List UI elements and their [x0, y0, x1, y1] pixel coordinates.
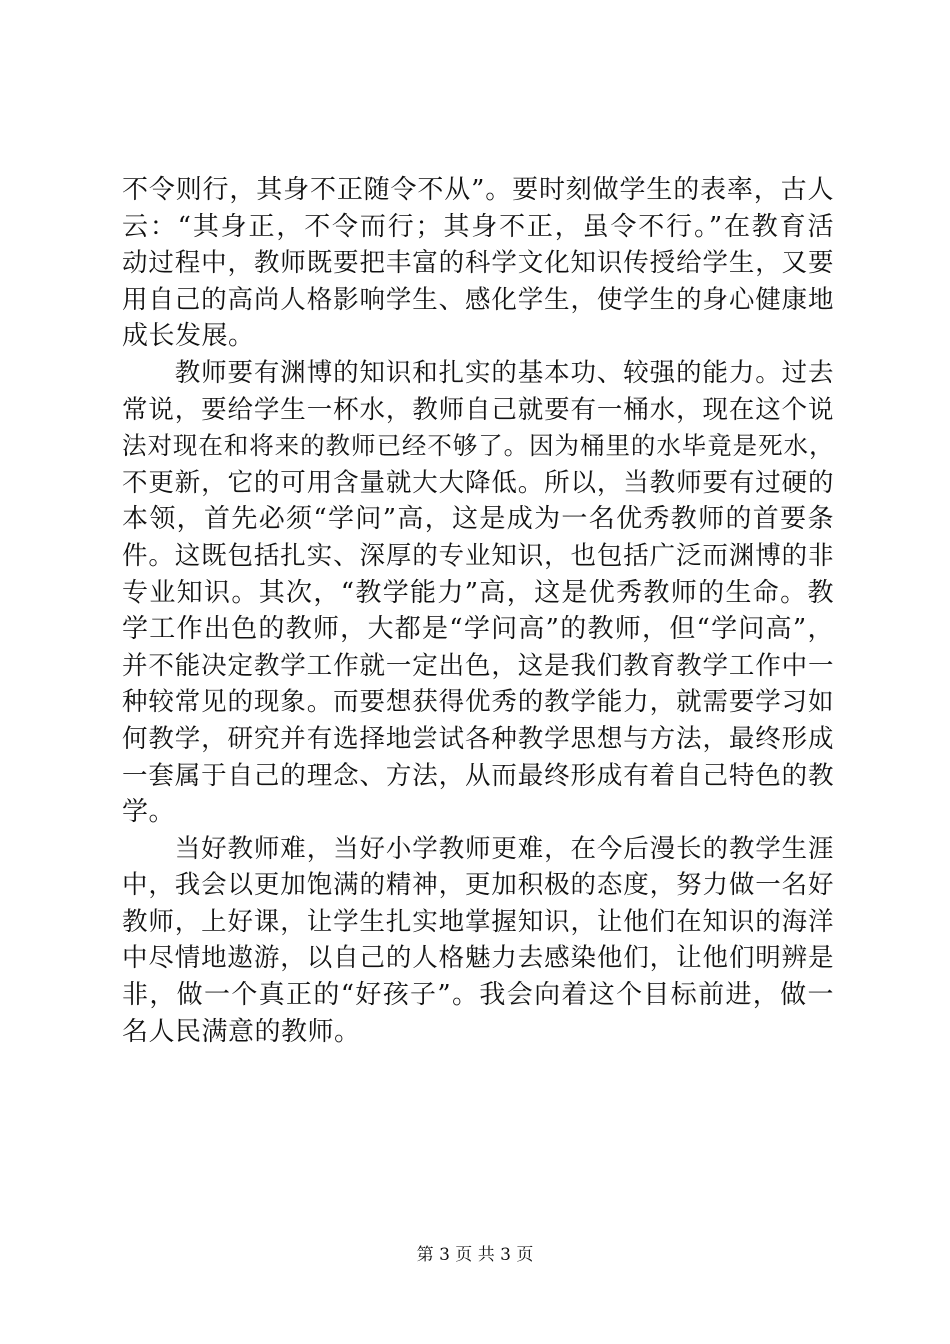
text-line: 动过程中，教师既要把丰富的科学文化知识传授给学生，又要: [122, 248, 834, 279]
text-line: 法对现在和将来的教师已经不够了。因为桶里的水毕竟是死水，: [122, 431, 834, 461]
text-line: 教师，上好课，让学生扎实地掌握知识，让他们在知识的海洋: [122, 906, 834, 937]
text-line: 非，做一个真正的“好孩子”。我会向着这个目标前进，做一: [122, 980, 834, 1011]
text-line: 当好教师难，当好小学教师更难，在今后漫长的教学生涯: [122, 833, 834, 864]
text-line: 用自己的高尚人格影响学生、感化学生，使学生的身心健康地: [122, 284, 834, 315]
text-line: 云：“其身正，不令而行；其身不正，虽令不行。”在教育活: [122, 211, 834, 242]
text-line: 常说，要给学生一杯水，教师自己就要有一桶水，现在这个说: [122, 394, 834, 425]
text-line: 中，我会以更加饱满的精神，更加积极的态度，努力做一名好: [122, 870, 834, 901]
text-line: 本领，首先必须“学问”高，这是成为一名优秀教师的首要条: [122, 504, 834, 535]
page-footer: 第 3 页 共 3 页: [416, 1245, 534, 1265]
text-line: 种较常见的现象。而要想获得优秀的教学能力，就需要学习如: [122, 687, 834, 718]
text-line: 不更新，它的可用含量就大大降低。所以，当教师要有过硬的: [122, 467, 834, 498]
text-line: 名人民满意的教师。: [122, 1016, 361, 1047]
text-line: 中尽情地遨游，以自己的人格魅力去感染他们，让他们明辨是: [122, 943, 834, 974]
text-line: 不令则行，其身不正随令不从”。要时刻做学生的表率，古人: [122, 175, 834, 205]
text-line: 学。: [122, 797, 176, 828]
text-line: 件。这既包括扎实、深厚的专业知识，也包括广泛而渊博的非: [122, 540, 834, 571]
text-line: 成长发展。: [122, 321, 255, 352]
text-line: 专业知识。其次，“教学能力”高，这是优秀教师的生命。教: [122, 577, 834, 608]
text-line: 何教学，研究并有选择地尝试各种教学思想与方法，最终形成: [122, 723, 834, 754]
text-line: 教师要有渊博的知识和扎实的基本功、较强的能力。过去: [122, 357, 834, 388]
text-line: 并不能决定教学工作就一定出色，这是我们教育教学工作中一: [122, 650, 834, 681]
document-body: [122, 172, 834, 1050]
text-line: 学工作出色的教师，大都是“学问高”的教师，但“学问高”，: [122, 614, 834, 645]
text-line: 一套属于自己的理念、方法，从而最终形成有着自己特色的教: [122, 760, 834, 791]
